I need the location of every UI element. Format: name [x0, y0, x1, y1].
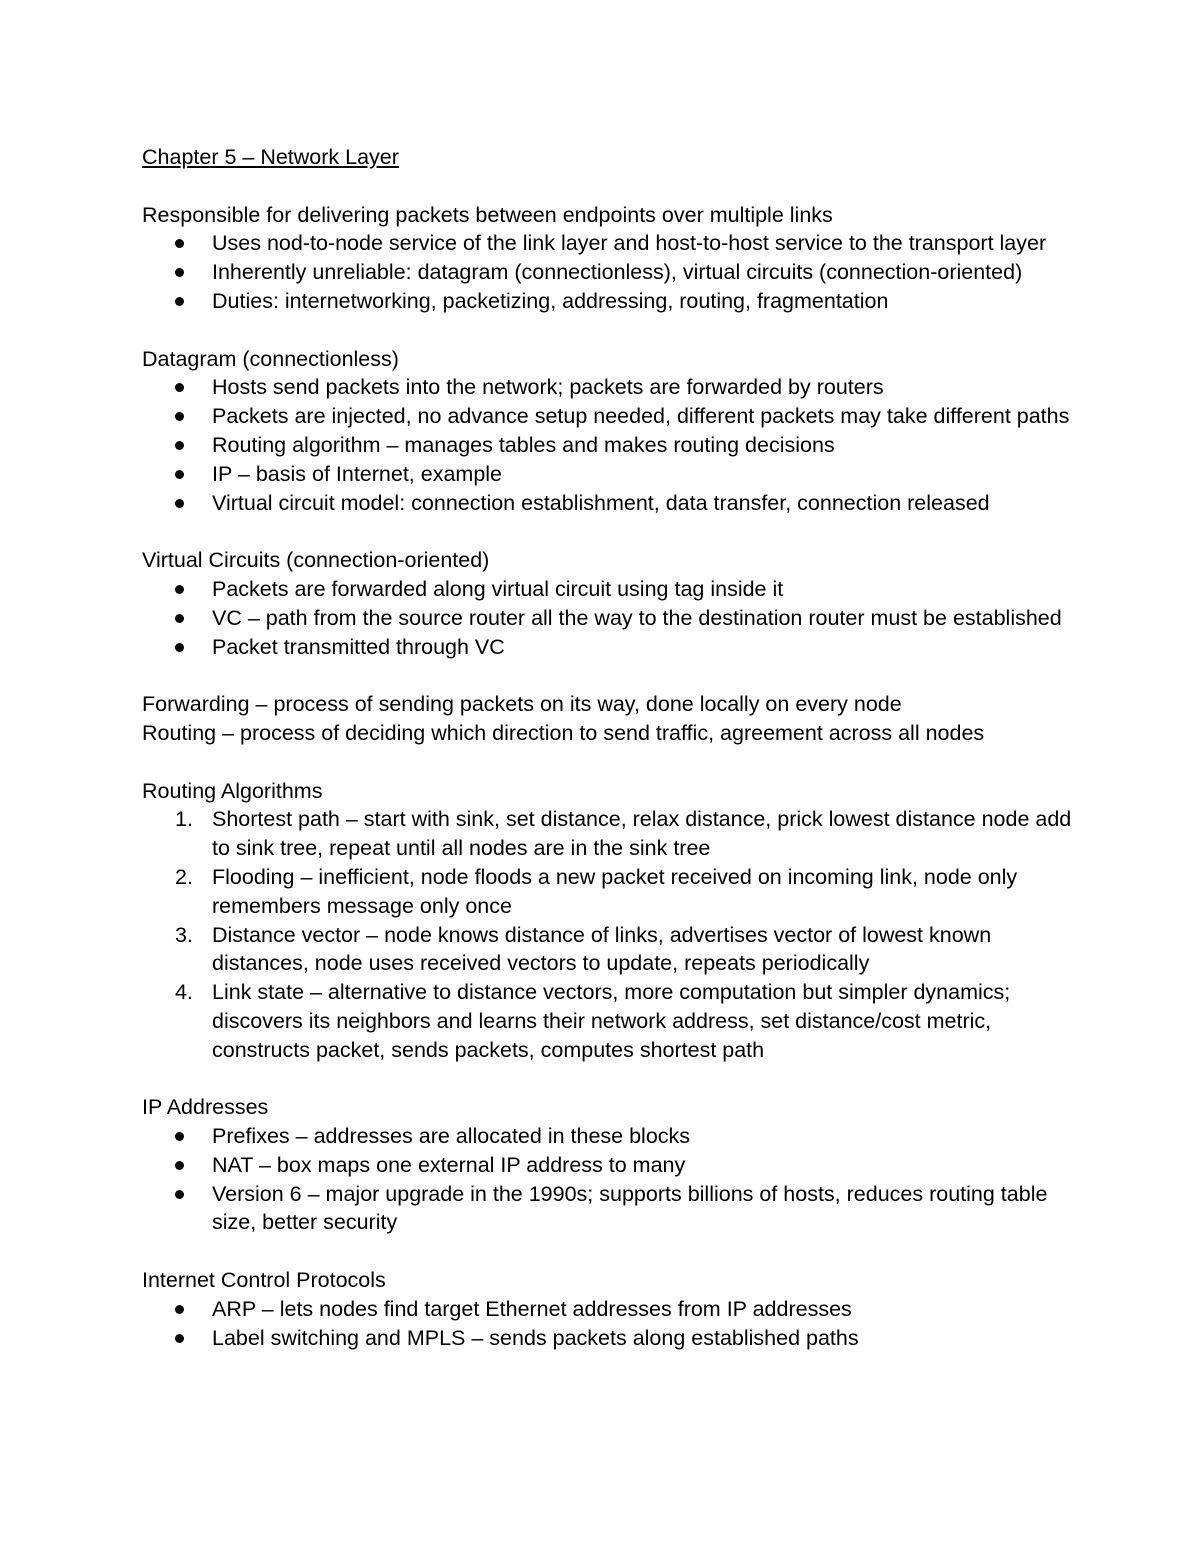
list-item: Virtual circuit model: connection establishment, data transfer, connection released: [142, 489, 1072, 518]
list-item: Hosts send packets into the network; packets are forwarded by routers: [142, 373, 1072, 402]
bullet-list: [142, 575, 1072, 661]
list-item: Packets are injected, no advance setup needed, different packets may take different paths: [142, 402, 1072, 431]
numbered-list: [142, 805, 1072, 1064]
bullet-icon: [175, 412, 184, 421]
bullet-icon: [175, 1132, 184, 1141]
section-heading: Datagram (connectionless): [142, 346, 399, 371]
section-heading: IP Addresses: [142, 1095, 269, 1120]
document-page: [142, 143, 1072, 1352]
bullet-icon: [175, 470, 184, 479]
bullet-icon: [175, 1334, 184, 1343]
bullet-list: [142, 373, 1072, 517]
list-item: Version 6 – major upgrade in the 1990s; supports billions of hosts, reduces routing table size, better security: [142, 1180, 1072, 1238]
list-item: Routing algorithm – manages tables and makes routing decisions: [142, 431, 1072, 460]
section-control-protocols: [142, 1266, 1072, 1352]
bullet-icon: [175, 441, 184, 450]
list-item: NAT – box maps one external IP address to many: [142, 1151, 1072, 1180]
bullet-icon: [175, 614, 184, 623]
bullet-icon: [175, 239, 184, 248]
list-item: Label switching and MPLS – sends packets along established paths: [142, 1324, 1072, 1353]
bullet-icon: [175, 499, 184, 508]
section-heading: Internet Control Protocols: [142, 1268, 386, 1293]
section-routing-algorithms: [142, 777, 1072, 1065]
bullet-list: [142, 229, 1072, 315]
item-number: 3.: [175, 922, 193, 947]
section-datagram: [142, 345, 1072, 518]
bullet-icon: [175, 1190, 184, 1199]
bullet-icon: [175, 643, 184, 652]
section-virtual-circuits: [142, 546, 1072, 661]
bullet-icon: [175, 1161, 184, 1170]
bullet-list: [142, 1122, 1072, 1237]
section-heading: Routing Algorithms: [142, 778, 323, 803]
bullet-icon: [175, 268, 184, 277]
bullet-icon: [175, 297, 184, 306]
section-heading: Responsible for delivering packets between endpoints over multiple links: [142, 202, 833, 227]
section-heading: Virtual Circuits (connection-oriented): [142, 548, 490, 573]
list-item: Duties: internetworking, packetizing, addressing, routing, fragmentation: [142, 287, 1072, 316]
list-item: Packet transmitted through VC: [142, 633, 1072, 662]
forwarding-definition: Forwarding – process of sending packets on its way, done locally on every node: [142, 692, 902, 717]
list-item: IP – basis of Internet, example: [142, 460, 1072, 489]
list-item: 2. Flooding – inefficient, node floods a new packet received on incoming link, node only remembers message only once: [175, 864, 1018, 918]
list-item: Uses nod-to-node service of the link layer and host-to-host service to the transport layer: [142, 229, 1072, 258]
list-item: Packets are forwarded along virtual circuit using tag inside it: [142, 575, 1072, 604]
list-item: 1. Shortest path – start with sink, set distance, relax distance, prick lowest distance node add to sink tree, repeat until all nodes are in the sink tree: [175, 807, 1072, 861]
list-item: 3. Distance vector – node knows distance of links, advertises vector of lowest known distances, node uses received vectors to update, repeats periodically: [175, 922, 992, 976]
item-number: 1.: [175, 807, 193, 832]
list-item: VC – path from the source router all the way to the destination router must be established: [142, 604, 1072, 633]
item-number: 4.: [175, 980, 193, 1005]
section-definitions: [142, 690, 1072, 748]
list-item: ARP – lets nodes find target Ethernet addresses from IP addresses: [142, 1295, 1072, 1324]
routing-definition: Routing – process of deciding which direction to send traffic, agreement across all nodes: [142, 720, 985, 745]
section-ip-addresses: [142, 1093, 1072, 1237]
bullet-list: [142, 1295, 1072, 1353]
page-title: Chapter 5 – Network Layer: [142, 145, 399, 169]
bullet-icon: [175, 585, 184, 594]
bullet-icon: [175, 1305, 184, 1314]
list-item: Prefixes – addresses are allocated in these blocks: [142, 1122, 1072, 1151]
list-item: Inherently unreliable: datagram (connectionless), virtual circuits (connection-oriented): [142, 258, 1072, 287]
item-number: 2.: [175, 864, 193, 889]
list-item: 4. Link state – alternative to distance vectors, more computation but simpler dynamics; discovers its neighbors and learns their network address, set distance/cost metric, constructs packet, sends packets, computes shortest path: [175, 980, 1011, 1062]
bullet-icon: [175, 383, 184, 392]
section-intro: [142, 201, 1072, 316]
